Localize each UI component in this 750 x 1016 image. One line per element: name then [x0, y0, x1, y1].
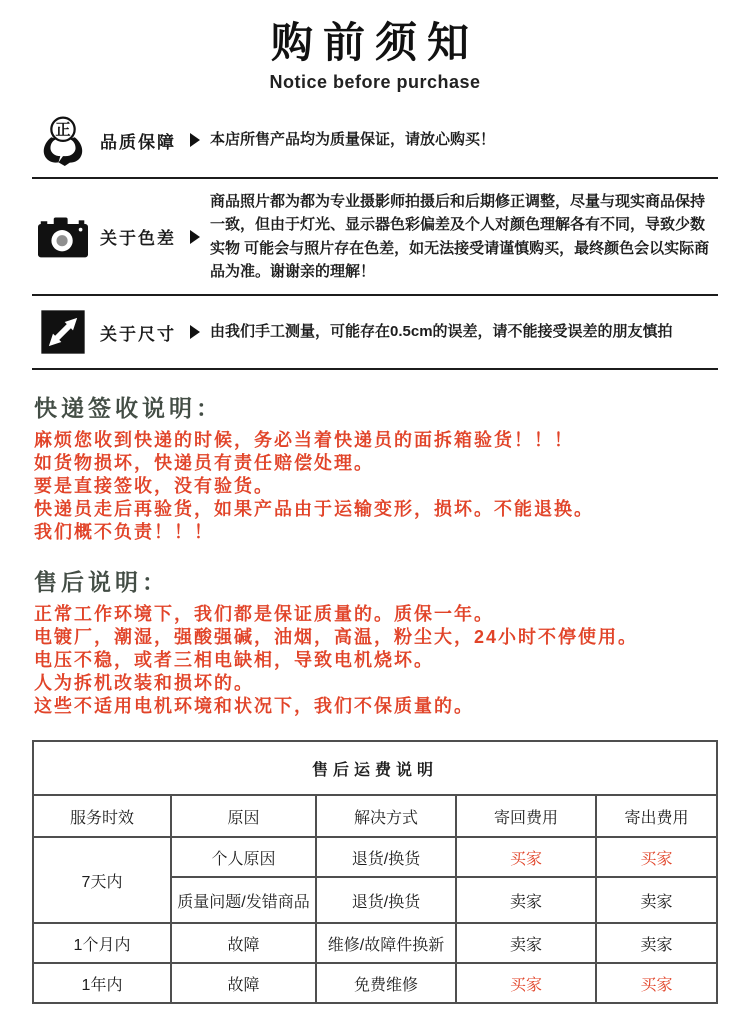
triangle-bullet-icon — [190, 133, 200, 147]
page-header — [0, 6, 750, 93]
cell-send-fee: 买家 — [596, 837, 717, 877]
table-title-row — [33, 741, 717, 795]
express-line: 如货物损坏，快递员有责任赔偿处理。 — [34, 453, 374, 473]
cell-send-fee: 卖家 — [596, 923, 717, 963]
express-line: 快递员走后再验货，如果产品由于运输变形，损坏。不能退换。 — [34, 499, 594, 519]
cell-reason: 质量问题/发错商品 — [171, 877, 316, 923]
aftersale-line: 人为拆机改装和损坏的。 — [34, 673, 254, 693]
info-rows — [32, 103, 718, 370]
cell-solution: 免费维修 — [316, 963, 456, 1003]
cell-reason: 故障 — [171, 923, 316, 963]
express-sign-heading: 快递签收说明： — [34, 395, 223, 421]
cell-send-fee: 卖家 — [596, 877, 717, 923]
info-row-text: 由我们手工测量，可能存在0.5cm的误差，请不能接受误差的朋友慎拍 — [210, 323, 673, 341]
cell-return-fee: 卖家 — [456, 923, 596, 963]
table-header-row — [33, 795, 717, 837]
express-line: 我们概不负责！！！ — [34, 522, 214, 542]
info-row-color — [32, 179, 718, 296]
bottom-spacer — [0, 1004, 750, 1016]
table-row — [33, 963, 717, 1003]
info-row-label: 品质保障 — [100, 132, 176, 152]
triangle-bullet-icon — [190, 325, 200, 339]
aftersale-heading: 售后说明： — [34, 569, 169, 595]
col-header-reason: 原因 — [171, 795, 316, 837]
cell-time: 1年内 — [33, 963, 171, 1003]
cell-return-fee: 买家 — [456, 837, 596, 877]
col-header-send-fee: 寄出费用 — [596, 795, 717, 837]
cell-return-fee: 卖家 — [456, 877, 596, 923]
table-title: 售后运费说明 — [33, 741, 717, 795]
aftersale-section — [34, 564, 720, 718]
col-header-solution: 解决方式 — [316, 795, 456, 837]
page-title: 购前须知 — [270, 19, 479, 66]
express-line: 要是直接签收，没有验货。 — [34, 476, 274, 496]
page-subtitle: Notice before purchase — [269, 72, 481, 92]
table-row — [33, 837, 717, 877]
col-header-return-fee: 寄回费用 — [456, 795, 596, 837]
quality-seal-glyph: 正 — [55, 121, 71, 139]
aftersale-line: 正常工作环境下，我们都是保证质量的。质保一年。 — [34, 604, 494, 624]
table-row — [33, 923, 717, 963]
triangle-bullet-icon — [190, 230, 200, 244]
camera-icon — [32, 212, 94, 262]
aftersale-line: 电镀厂，潮湿，强酸强碱，油烟，高温，粉尘大，24小时不停使用。 — [34, 627, 639, 647]
cell-solution: 退货/换货 — [316, 877, 456, 923]
hands-quality-icon — [32, 114, 94, 166]
info-row-label: 关于色差 — [100, 229, 176, 248]
cell-send-fee: 买家 — [596, 963, 717, 1003]
measure-arrow-icon — [32, 307, 94, 357]
cell-solution: 退货/换货 — [316, 837, 456, 877]
cell-solution: 维修/故障件换新 — [316, 923, 456, 963]
info-row-quality — [32, 103, 718, 179]
shipping-fee-table — [32, 740, 718, 1004]
aftersale-line: 电压不稳，或者三相电缺相，导致电机烧坏。 — [34, 650, 434, 670]
aftersale-line: 这些不适用电机环境和状况下，我们不保质量的。 — [34, 696, 474, 716]
info-row-size — [32, 296, 718, 370]
cell-return-fee: 买家 — [456, 963, 596, 1003]
info-row-text: 商品照片都为都为专业摄影师拍摄后和后期修正调整，尽量与现实商品保持一致，但由于灯光、显示器色彩偏差及个人对颜色理解各有不同，导致少数实物 可能会与照片存在色差，如无法接受请谨慎购买，最终颜色会以实际商品为准。谢谢亲的理解！ — [210, 193, 710, 280]
info-row-text: 本店所售产品均为质量保证，请放心购买！ — [210, 131, 496, 149]
express-line: 麻烦您收到快递的时候，务必当着快递员的面拆箱验货！！！ — [34, 430, 574, 450]
cell-time: 1个月内 — [33, 923, 171, 963]
cell-reason: 个人原因 — [171, 837, 316, 877]
cell-reason: 故障 — [171, 963, 316, 1003]
info-row-label: 关于尺寸 — [100, 324, 176, 344]
express-sign-section — [34, 390, 720, 544]
col-header-service-time: 服务时效 — [33, 795, 171, 837]
cell-time: 7天内 — [33, 837, 171, 923]
